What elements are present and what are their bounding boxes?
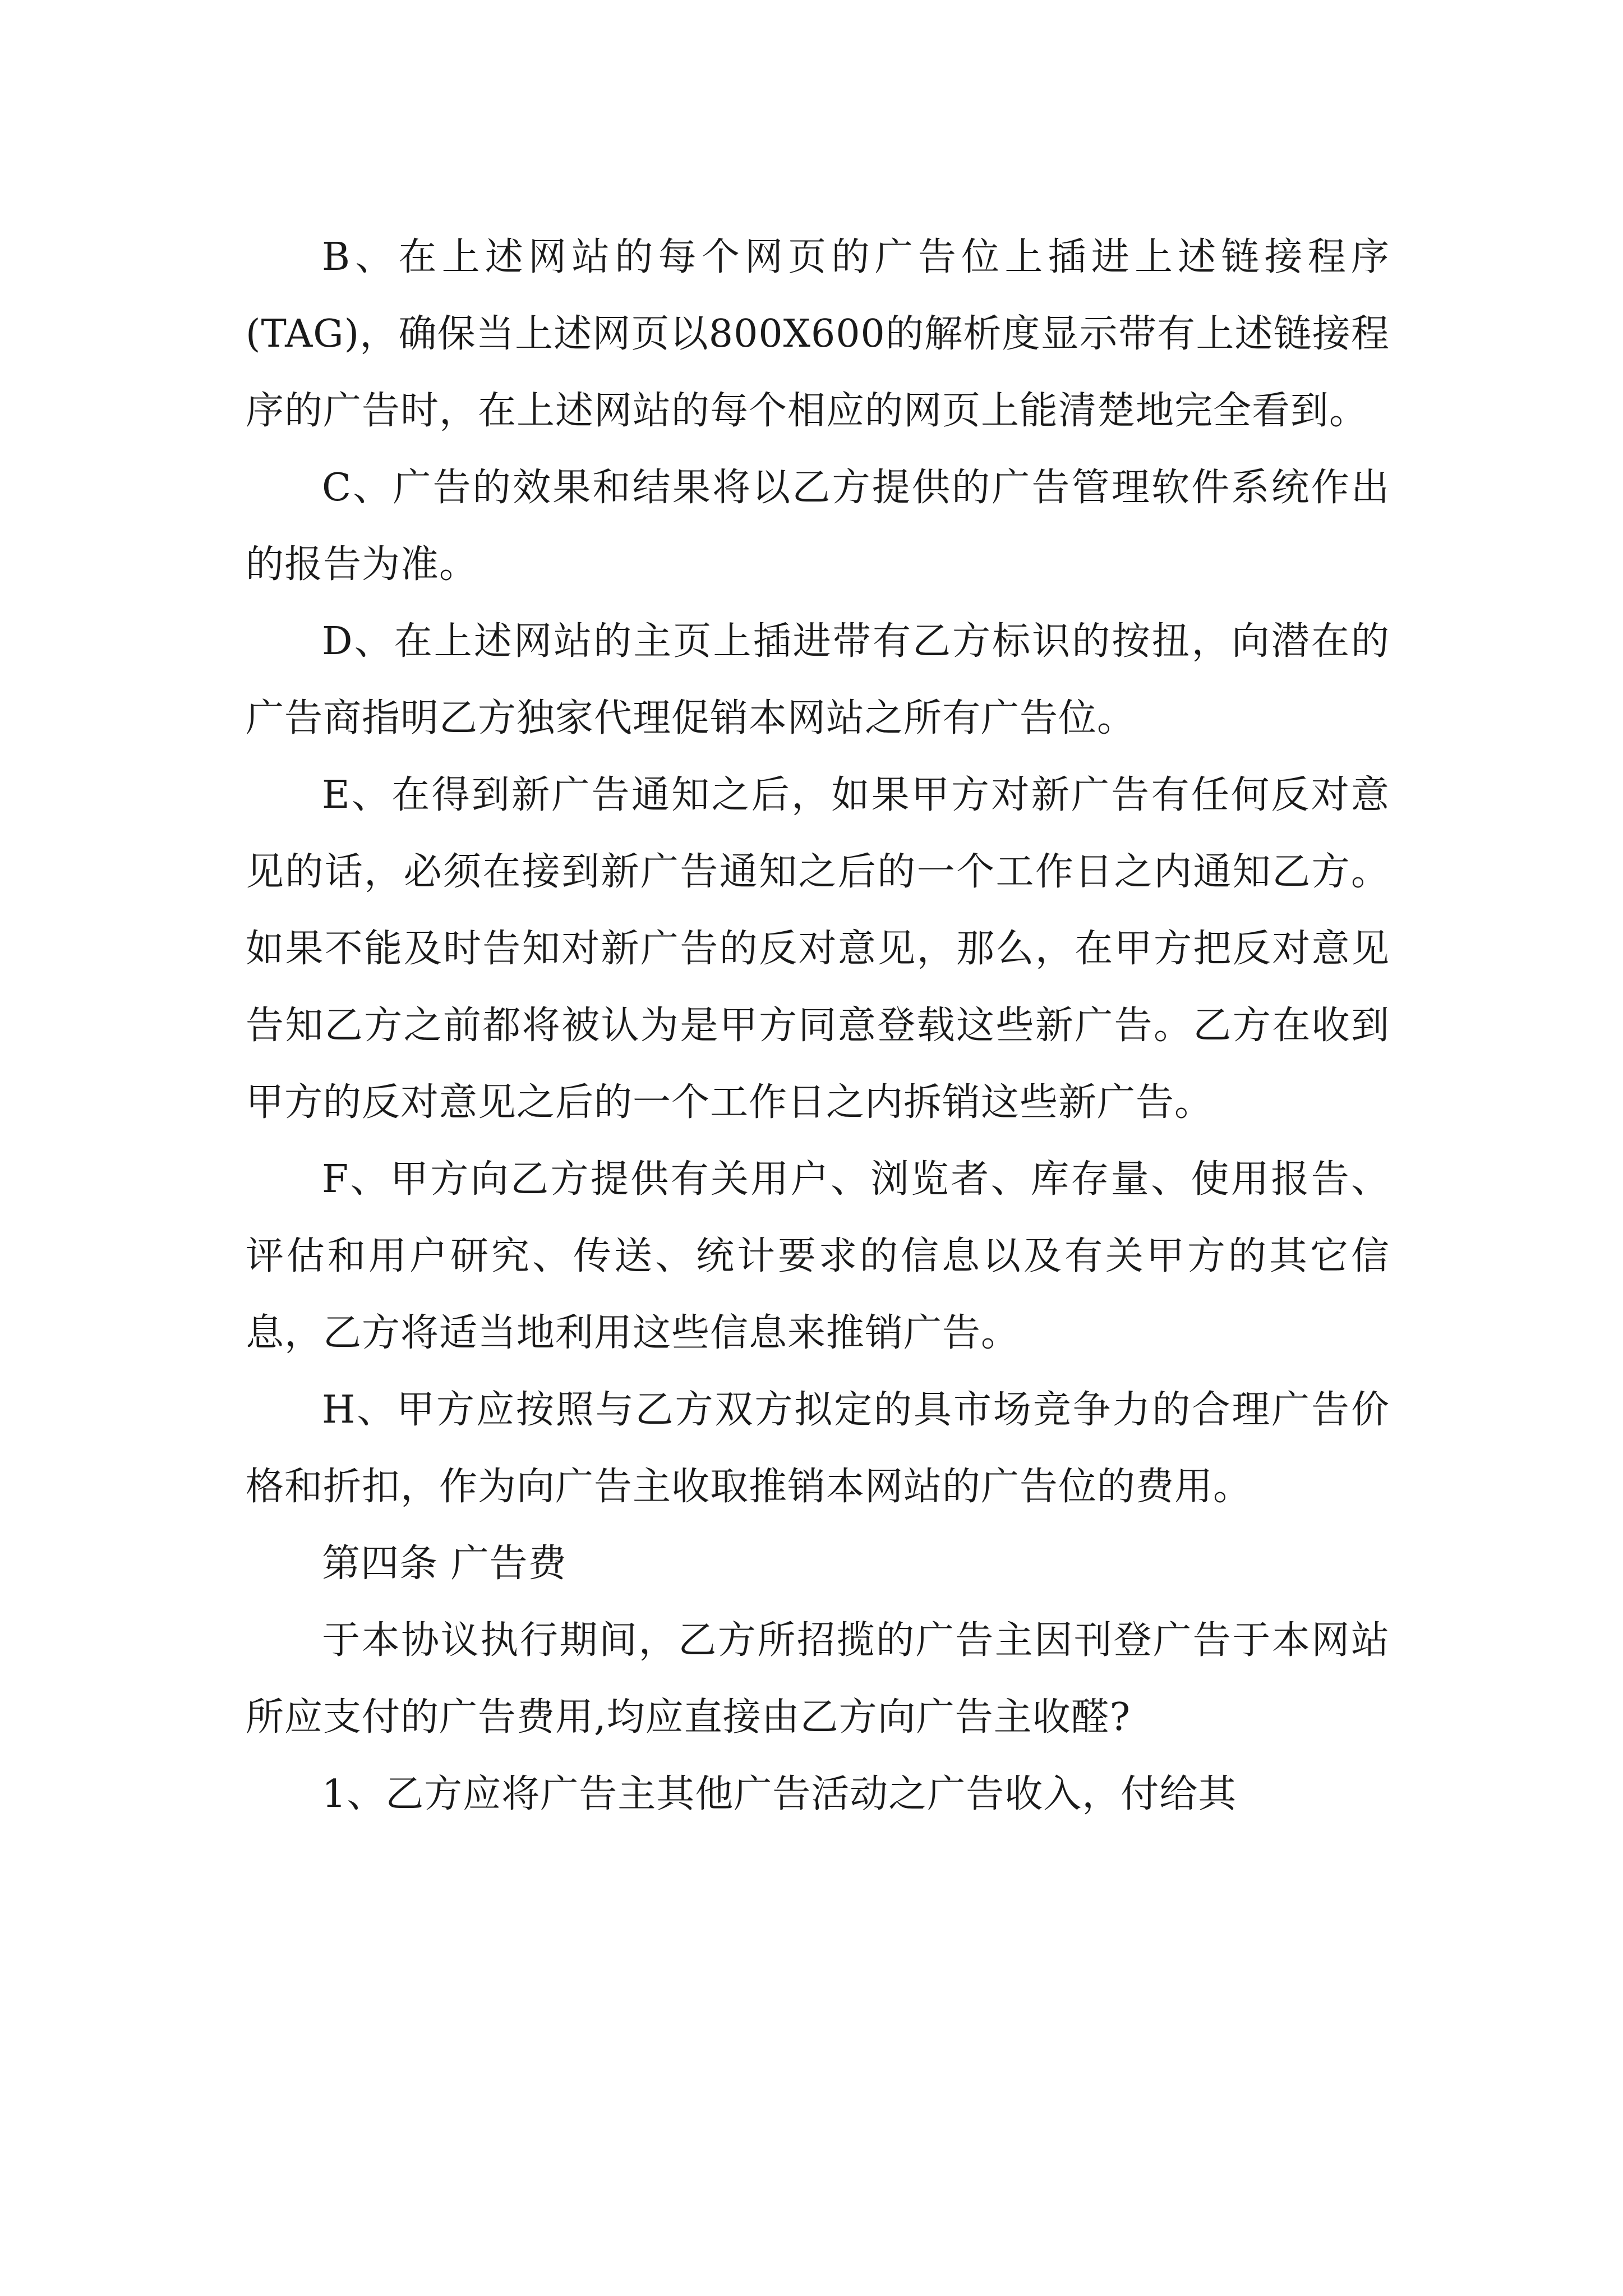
paragraph-b: B、在上述网站的每个网页的广告位上插进上述链接程序(TAG)，确保当上述网页以800X600的解析度显示带有上述链接程序的广告时，在上述网站的每个相应的网页上能清楚地完全看到。 (246, 235, 1390, 433)
paragraph-fee-intro: 于本协议执行期间，乙方所招揽的广告主因刊登广告于本网站所应支付的广告费用,均应直接由乙方向广告主收醛? (246, 1618, 1390, 1740)
paragraph-e: E、在得到新广告通知之后，如果甲方对新广告有任何反对意见的话，必须在接到新广告通知之后的一个工作日之内通知乙方。如果不能及时告知对新广告的反对意见，那么，在甲方把反对意见告知乙方之前都将被认为是甲方同意登载这些新广告。乙方在收到甲方的反对意见之后的一个工作日之内拆销这些新广告。 (246, 773, 1390, 1125)
paragraph-d: D、在上述网站的主页上插进带有乙方标识的按扭，向潜在的广告商指明乙方独家代理促销本网站之所有广告位。 (246, 619, 1390, 740)
paragraph-c: C、广告的效果和结果将以乙方提供的广告管理软件系统作出的报告为准。 (246, 466, 1390, 587)
paragraph-h: H、甲方应按照与乙方双方拟定的具市场竞争力的合理广告价格和折扣，作为向广告主收取推销本网站的广告位的费用。 (246, 1388, 1390, 1509)
article-heading: 第四条 广告费 (322, 1542, 567, 1586)
document-body (246, 219, 1390, 1833)
paragraph-f: F、甲方向乙方提供有关用户、浏览者、库存量、使用报告、评估和用户研究、传送、统计要求的信息以及有关甲方的其它信息，乙方将适当地利用这些信息来推销广告。 (246, 1157, 1390, 1355)
paragraph-item-1: 1、乙方应将广告主其他广告活动之广告收入，付给其 (322, 1772, 1237, 1816)
